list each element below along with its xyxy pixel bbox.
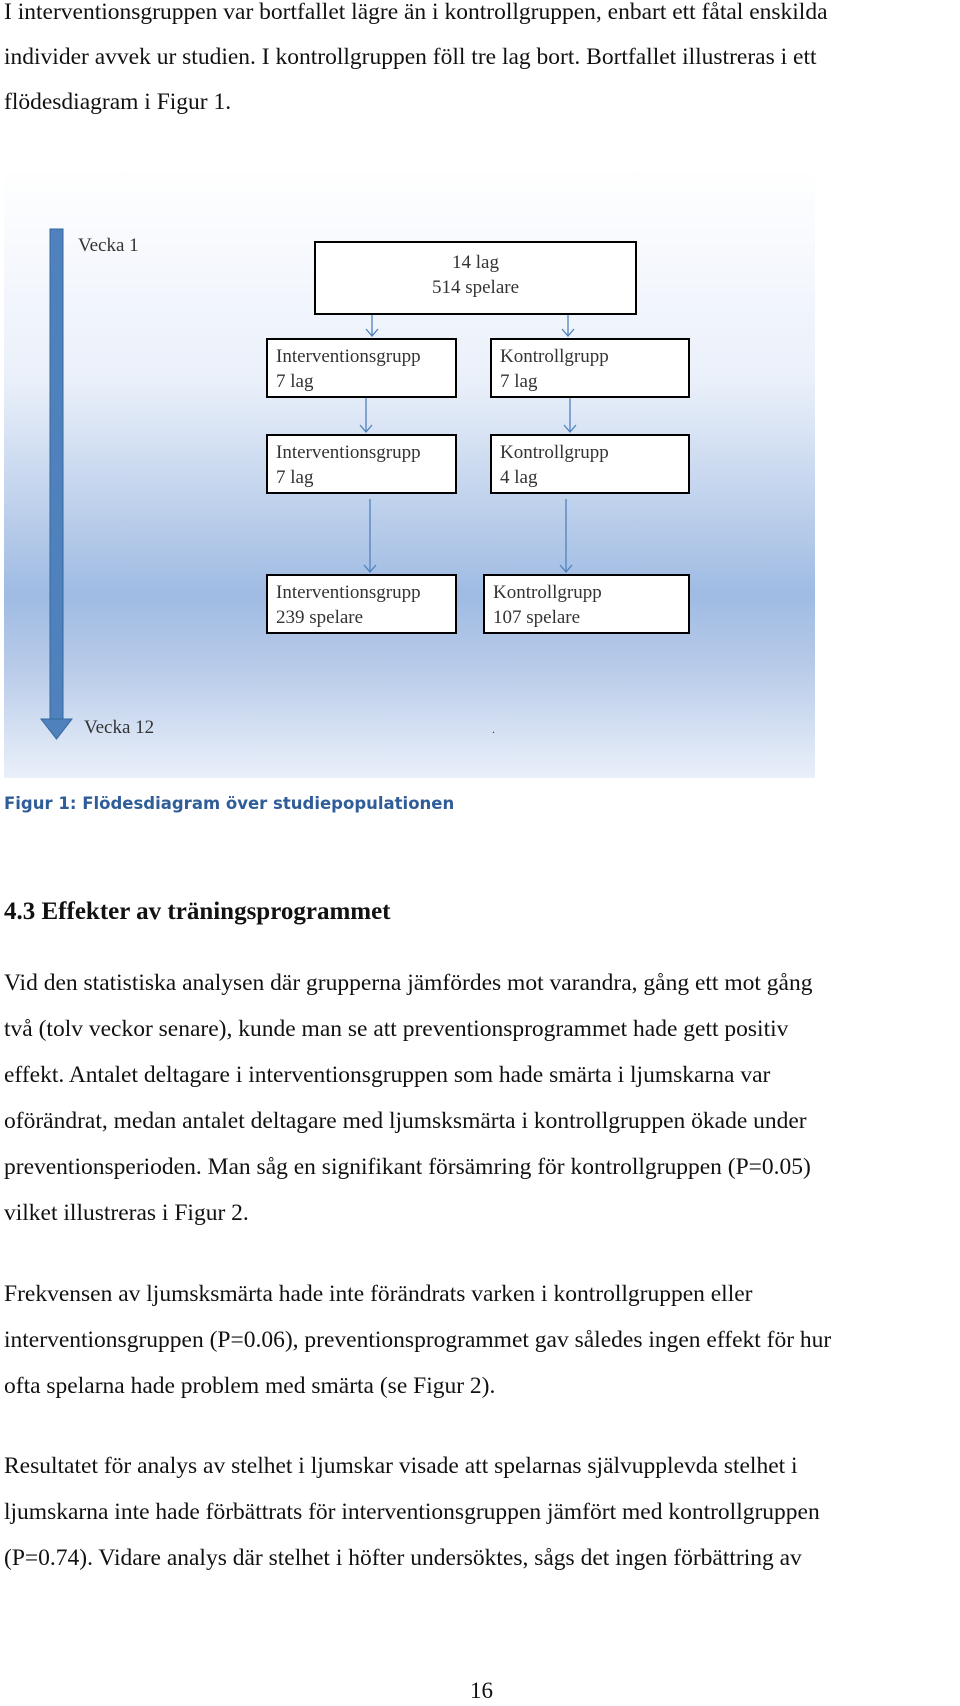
intro-line: flödesdiagram i Figur 1. — [4, 89, 232, 115]
paragraph-line: oförändrat, medan antalet deltagare med ljumsksmärta i kontrollgruppen ökade under — [4, 1108, 807, 1134]
box-value: 107 spelare — [493, 607, 581, 628]
intervention-box-2 — [266, 434, 457, 494]
week-end-label: Vecka 12 — [84, 717, 155, 738]
page-number: 16 — [470, 1678, 493, 1703]
paragraph-line: ofta spelarna hade problem med smärta (se Figur 2). — [4, 1373, 496, 1399]
paragraph-line: (P=0.74). Vidare analys där stelhet i höfter undersöktes, sågs det ingen förbättring av — [4, 1545, 802, 1571]
box-value: 4 lag — [500, 467, 538, 488]
total-teams: 14 lag — [452, 252, 499, 273]
box-label: Interventionsgrupp — [276, 346, 421, 367]
intervention-box-3 — [266, 574, 457, 634]
control-box-3 — [483, 574, 690, 634]
paragraph-line: interventionsgruppen (P=0.06), preventionsprogrammet gav således ingen effekt för hur — [4, 1327, 832, 1353]
box-value: 7 lag — [276, 371, 314, 392]
intro-line: individer avvek ur studien. I kontrollgruppen föll tre lag bort. Bortfallet illustreras i ett — [4, 44, 817, 70]
paragraph-line: två (tolv veckor senare), kunde man se att preventionsprogrammet hade gett positiv — [4, 1016, 789, 1042]
timeline-arrow — [41, 229, 72, 739]
box-value: 7 lag — [276, 467, 314, 488]
box-label: Kontrollgrupp — [500, 442, 609, 463]
body-paragraph — [4, 1443, 954, 1581]
box-value: 7 lag — [500, 371, 538, 392]
paragraph-line: Frekvensen av ljumsksmärta hade inte förändrats varken i kontrollgruppen eller — [4, 1281, 753, 1307]
paragraph-line: preventionsperioden. Man såg en signifikant försämring för kontrollgruppen (P=0.05) — [4, 1154, 811, 1180]
box-label: Kontrollgrupp — [500, 346, 609, 367]
week-start-label: Vecka 1 — [78, 235, 139, 256]
total-players: 514 spelare — [431, 277, 520, 298]
paragraph-line: ljumskarna inte hade förbättrats för interventionsgruppen jämfört med kontrollgruppen — [4, 1499, 820, 1525]
paragraph-line: vilket illustreras i Figur 2. — [4, 1200, 249, 1226]
body-paragraph — [4, 960, 954, 1236]
intro-line: I interventionsgruppen var bortfallet lägre än i kontrollgruppen, enbart ett fåtal enskilda — [4, 0, 828, 25]
control-box-2 — [490, 434, 690, 494]
intervention-box-1 — [266, 338, 457, 398]
paragraph-line: Vid den statistiska analysen där grupperna jämfördes mot varandra, gång ett mot gång — [4, 970, 813, 996]
total-box — [314, 241, 637, 315]
box-label: Kontrollgrupp — [493, 582, 602, 603]
intro-paragraph — [4, 0, 954, 125]
paragraph-line: effekt. Antalet deltagare i interventionsgruppen som hade smärta i ljumskarna var — [4, 1062, 771, 1088]
box-label: Interventionsgrupp — [276, 582, 421, 603]
section-heading: 4.3 Effekter av träningsprogrammet — [4, 898, 391, 925]
stray-mark: . — [492, 722, 495, 736]
flowchart-figure — [4, 167, 815, 778]
body-paragraph — [4, 1271, 954, 1409]
paragraph-line: Resultatet för analys av stelhet i ljumskar visade att spelarnas självupplevda stelhet i — [4, 1453, 798, 1479]
box-value: 239 spelare — [276, 607, 364, 628]
figure-caption: Figur 1: Flödesdiagram över studiepopulationen — [4, 794, 455, 813]
control-box-1 — [490, 338, 690, 398]
box-label: Interventionsgrupp — [276, 442, 421, 463]
